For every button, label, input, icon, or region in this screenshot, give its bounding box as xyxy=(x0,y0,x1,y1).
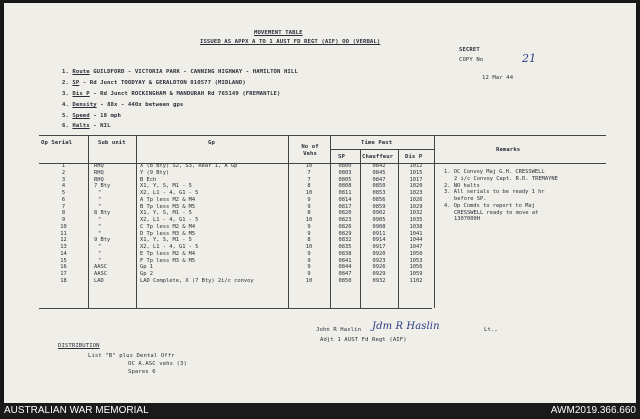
sp-time-cell: 0805 xyxy=(338,176,352,183)
serial-cell: 13 xyxy=(60,244,67,250)
serial-cell: 5 xyxy=(61,190,66,196)
remark-line: 2 i/c Convoy Capt. R.D. TREMAYNE xyxy=(454,175,558,182)
gp-cell: Y (9 Bty) xyxy=(140,169,170,176)
gp-cell: B Tp less M3 & M5 xyxy=(140,203,196,210)
gp-cell: Gp 2 xyxy=(140,271,153,277)
sp-time-cell: 0829 xyxy=(338,230,352,237)
distribution-line: OC A.ASC vehs (3) xyxy=(128,361,187,367)
gp-cell: D Tp less M3 & M5 xyxy=(140,230,196,237)
document-date: 12 Mar 44 xyxy=(482,75,514,81)
vehs-cell: 8 xyxy=(307,237,311,244)
sp-time-cell: 0803 xyxy=(338,169,352,176)
sub-unit-cell: RHQ xyxy=(94,169,104,176)
serial-cell: 17 xyxy=(60,271,67,277)
col-divider-2 xyxy=(136,135,137,308)
order-speed: 5. Speed - 18 mph xyxy=(62,113,121,119)
dis-p-time-cell: 1032 xyxy=(409,210,423,217)
security-classification: SECRET xyxy=(459,47,480,53)
chauffeur-time-cell: 0923 xyxy=(372,257,386,264)
table-bottom-rule xyxy=(39,308,432,309)
dis-p-time-cell: 1047 xyxy=(409,244,423,250)
remark-line: 4. Op Comds to report to Maj xyxy=(444,202,535,209)
sub-unit-cell: RHQ xyxy=(94,176,104,183)
chauffeur-time-cell: 0905 xyxy=(372,217,386,223)
header-remarks: Remarks xyxy=(496,147,521,153)
dis-p-time-cell: 1050 xyxy=(409,250,423,257)
column-sp-time xyxy=(330,163,360,285)
vehs-cell: 9 xyxy=(307,196,311,203)
gp-cell: X (8 Bty) S2, S3, Rear 1, A Gp xyxy=(140,163,238,169)
order-start-point: 2. SP - Rd Junct TOODYAY & GERALDTON 010577 (MIDLAND) xyxy=(62,80,246,86)
vehs-cell: 10 xyxy=(305,163,313,169)
sp-time-cell: 0800 xyxy=(338,163,352,169)
sp-time-cell: 0811 xyxy=(338,190,352,196)
serial-cell: 7 xyxy=(61,203,66,210)
sp-time-cell: 0820 xyxy=(338,210,352,217)
sub-unit-cell: " xyxy=(98,250,102,257)
sub-unit-cell: LAD xyxy=(94,277,104,284)
sub-unit-cell: " xyxy=(98,217,102,223)
serial-cell: 1 xyxy=(61,163,66,169)
gp-cell: X2, L1 - 4, G1 - 5 xyxy=(140,217,199,223)
header-sub-unit: Sub unit xyxy=(98,140,126,146)
dis-p-time-cell: 1041 xyxy=(409,230,423,237)
sub-unit-cell: 7 Bty xyxy=(94,183,111,190)
gp-cell: B Ech xyxy=(140,176,157,183)
vehs-cell: 9 xyxy=(307,250,311,257)
distribution-list-line: List "B" plus Dental Offr xyxy=(88,353,175,359)
serial-cell: 4 xyxy=(61,183,66,190)
archive-footer xyxy=(0,403,640,419)
serial-cell: 10 xyxy=(60,223,67,230)
signatory-name: John R Haslin xyxy=(316,327,362,333)
time-past-rule xyxy=(330,149,434,150)
serial-cell: 14 xyxy=(60,250,67,257)
handwritten-signature: Jdm R Haslin xyxy=(372,321,440,332)
dis-p-time-cell: 1017 xyxy=(409,176,423,183)
vehs-cell: 9 xyxy=(307,271,311,277)
sp-time-cell: 0817 xyxy=(338,203,352,210)
chauffeur-time-cell: 0853 xyxy=(372,190,386,196)
sub-unit-cell: AASC xyxy=(94,264,107,271)
vehs-cell: 7 xyxy=(307,169,311,176)
vehs-cell: 9 xyxy=(307,257,311,264)
chauffeur-time-cell: 0847 xyxy=(372,176,386,183)
remarks-column xyxy=(444,169,558,223)
gp-cell: X1, Y, S, M1 - 5 xyxy=(140,237,192,244)
copy-number-handwritten: 21 xyxy=(522,52,537,65)
serial-cell: 16 xyxy=(60,264,67,271)
gp-cell: E Tp less M2 & M4 xyxy=(140,250,196,257)
remark-line: before SP. xyxy=(454,196,487,202)
column-dis-p-time xyxy=(398,163,434,285)
column-gp xyxy=(140,163,288,285)
dis-p-time-cell: 1015 xyxy=(409,169,423,176)
order-density: 4. Density - 88x - 440x between gps xyxy=(62,102,184,108)
gp-cell: X1, Y, S, M1 - 5 xyxy=(140,210,192,217)
gp-cell: X2, L1 - 4, G1 - 5 xyxy=(140,190,199,196)
column-vehs xyxy=(288,163,330,285)
sp-time-cell: 0835 xyxy=(338,244,352,250)
serial-cell: 12 xyxy=(60,237,67,244)
dis-p-time-cell: 1053 xyxy=(409,257,423,264)
dis-p-time-cell: 1026 xyxy=(409,196,423,203)
remark-line: CRESSWELL ready to move at xyxy=(454,209,539,216)
header-gp: Gp xyxy=(208,140,215,146)
chauffeur-time-cell: 0929 xyxy=(372,271,386,277)
sp-time-cell: 0826 xyxy=(338,223,352,230)
sub-unit-cell: RHQ xyxy=(94,163,104,169)
document-title: MOVEMENT TABLE xyxy=(254,30,303,36)
sp-time-cell: 0814 xyxy=(338,196,352,203)
gp-cell: LAD Complete, X (7 Bty) 2i/c convoy xyxy=(140,277,254,284)
serial-cell: 8 xyxy=(61,210,66,217)
remark-line: 1307000H xyxy=(454,216,480,223)
chauffeur-time-cell: 0845 xyxy=(372,169,386,176)
dis-p-time-cell: 1035 xyxy=(409,217,423,223)
chauffeur-time-cell: 0850 xyxy=(372,183,386,190)
dis-p-time-cell: 1023 xyxy=(409,190,423,196)
remark-line: 3. All serials to be ready 1 hr xyxy=(444,189,545,196)
sub-unit-cell: " xyxy=(98,196,102,203)
vehs-cell: 8 xyxy=(307,183,311,190)
column-sub-unit xyxy=(94,163,136,285)
sub-unit-cell: " xyxy=(98,190,102,196)
dis-p-time-cell: 1044 xyxy=(409,237,423,244)
serial-cell: 6 xyxy=(61,196,66,203)
order-halts: 6. Halts - NIL xyxy=(62,123,111,129)
sub-unit-cell: " xyxy=(98,257,102,264)
dis-p-time-cell: 1012 xyxy=(409,163,423,169)
sp-time-cell: 0847 xyxy=(338,271,352,277)
sub-unit-cell: " xyxy=(98,223,102,230)
chauffeur-time-cell: 0914 xyxy=(372,237,386,244)
vehs-cell: 9 xyxy=(307,230,311,237)
chauffeur-time-cell: 0908 xyxy=(372,223,386,230)
chauffeur-time-cell: 0920 xyxy=(372,250,386,257)
copy-number-label: COPY No xyxy=(459,57,484,63)
vehs-cell: 9 xyxy=(307,264,311,271)
col-divider-1 xyxy=(88,135,89,308)
signatory-appointment: Adjt 1 AUST Fd Regt (AIF) xyxy=(320,337,407,343)
chauffeur-time-cell: 0842 xyxy=(372,163,386,169)
sub-unit-cell: 8 Bty xyxy=(94,210,111,217)
sp-time-cell: 0838 xyxy=(338,250,352,257)
institution-name: AUSTRALIAN WAR MEMORIAL xyxy=(4,405,149,416)
document-subtitle: ISSUED AS APPX A TO 1 AUST FD REGT (AIF) OO (VERBAL) xyxy=(200,39,381,45)
sub-unit-cell: " xyxy=(98,230,102,237)
vehs-cell: 8 xyxy=(307,210,311,217)
distribution-line: Spares 6 xyxy=(128,369,156,375)
serial-cell: 9 xyxy=(61,217,66,223)
header-time-past: Time Past xyxy=(361,140,393,146)
remark-line: 1. OC Convoy Maj G.H. CRESSWELL xyxy=(444,169,545,175)
dis-p-time-cell: 1038 xyxy=(409,223,423,230)
vehs-cell: 7 xyxy=(307,176,311,183)
sp-time-cell: 0841 xyxy=(338,257,352,264)
sp-time-cell: 0808 xyxy=(338,183,352,190)
header-op-serial: Op Serial xyxy=(41,140,73,146)
order-dispersal-point: 3. Dis P - Rd Junct ROCKINGHAM & MANDURAH Rd 765149 (FREMANTLE) xyxy=(62,91,281,97)
sub-unit-cell: " xyxy=(98,203,102,210)
chauffeur-time-cell: 0926 xyxy=(372,264,386,271)
vehs-cell: 10 xyxy=(305,244,313,250)
serial-cell: 2 xyxy=(61,169,66,176)
header-chauffeur: Chauffeur xyxy=(362,154,394,160)
gp-cell: A Tp less M2 & M4 xyxy=(140,196,196,203)
chauffeur-time-cell: 0856 xyxy=(372,196,386,203)
vehs-cell: 10 xyxy=(305,277,313,284)
sp-time-cell: 0844 xyxy=(338,264,352,271)
serial-cell: 11 xyxy=(60,230,67,237)
document-page xyxy=(4,3,636,403)
gp-cell: X2, L1 - 4, G1 - 5 xyxy=(140,244,199,250)
signatory-rank: Lt., xyxy=(484,327,498,333)
serial-cell: 18 xyxy=(60,277,67,284)
col-divider-7 xyxy=(434,135,435,308)
accession-number: AWM2019.366.660 xyxy=(550,405,636,416)
chauffeur-time-cell: 0902 xyxy=(372,210,386,217)
column-chauffeur-time xyxy=(360,163,398,285)
sp-time-cell: 0850 xyxy=(338,277,352,284)
gp-cell: Gp 1 xyxy=(140,264,153,271)
gp-cell: C Tp less M2 & M4 xyxy=(140,223,196,230)
vehs-cell: 10 xyxy=(305,190,313,196)
header-sp: SP xyxy=(338,154,345,160)
chauffeur-time-cell: 0911 xyxy=(372,230,386,237)
sp-time-cell: 0832 xyxy=(338,237,352,244)
remark-line: 2. NO halts xyxy=(444,182,480,189)
serial-cell: 3 xyxy=(61,176,66,183)
vehs-cell: 10 xyxy=(305,217,313,223)
sub-unit-cell: AASC xyxy=(94,271,107,277)
sub-unit-cell: 9 Bty xyxy=(94,237,111,244)
vehs-cell: 9 xyxy=(307,203,311,210)
chauffeur-time-cell: 0932 xyxy=(372,277,386,284)
header-no-of-vehs: No of Vehs xyxy=(301,144,319,157)
dis-p-time-cell: 1029 xyxy=(409,203,423,210)
order-route: 1. Route GUILDFORD - VICTORIA PARK - CANNING HIGHWAY - HAMILTON HILL xyxy=(62,69,298,75)
dis-p-time-cell: 1056 xyxy=(409,264,423,271)
gp-cell: F Tp less M3 & M5 xyxy=(140,257,196,264)
chauffeur-time-cell: 0917 xyxy=(372,244,386,250)
vehs-cell: 9 xyxy=(307,223,311,230)
column-op-serial xyxy=(39,163,88,285)
table-top-rule xyxy=(39,135,606,136)
dis-p-time-cell: 1020 xyxy=(409,183,423,190)
dis-p-time-cell: 1059 xyxy=(409,271,423,277)
serial-cell: 15 xyxy=(60,257,67,264)
chauffeur-time-cell: 0859 xyxy=(372,203,386,210)
sub-unit-cell: " xyxy=(98,244,102,250)
sp-time-cell: 0823 xyxy=(338,217,352,223)
gp-cell: X1, Y, S, M1 - 5 xyxy=(140,183,192,190)
distribution-heading: DISTRIBUTION xyxy=(58,343,100,349)
header-dis-p: Dis P xyxy=(405,154,423,160)
dis-p-time-cell: 1102 xyxy=(409,277,423,284)
